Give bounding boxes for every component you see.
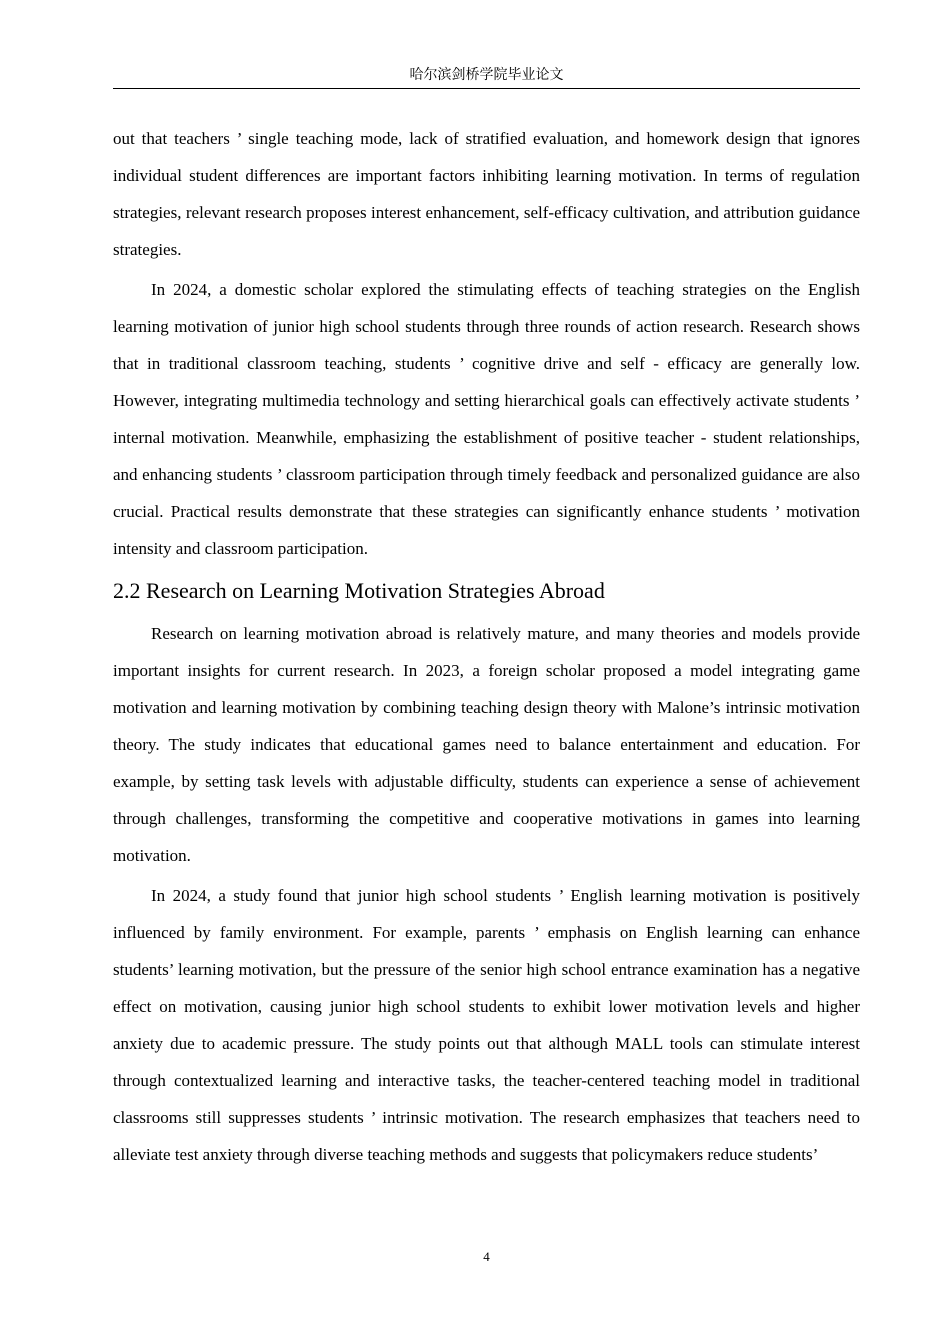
paragraph-domestic-study: In 2024, a domestic scholar explored the stimulating effects of teaching strategies on the English learning motivation of junior high school students through three rounds of action research. Research shows that in traditional classroom teaching, students ’ cognitive drive and self - efficacy are generally low. However, integrating multimedia technology and setting hierarchical goals can effectively activate students ’ internal motivation. Meanwhile, emphasizing the establishment of positive teacher - student relationships, and enhancing students ’ classroom participation through timely feedback and personalized guidance are also crucial. Practical results demonstrate that these strategies can significantly enhance students ’ motivation intensity and classroom participation. xyxy=(113,280,860,558)
running-header: 哈尔滨剑桥学院毕业论文 xyxy=(409,67,564,83)
page-number: 4 xyxy=(483,1249,490,1264)
paragraph-family-environment: In 2024, a study found that junior high school students ’ English learning motivation is positively influenced by family environment. For example, parents ’ emphasis on English learning can enhance students’ learning motivation, but the pressure of the senior high school entrance examination has a negative effect on motivation, causing junior high school students to exhibit lower motivation levels and higher anxiety due to academic pressure. The study points out that although MALL tools can stimulate interest through contextualized learning and interactive tasks, the teacher-centered teaching model in traditional classrooms still suppresses students ’ intrinsic motivation. The research emphasizes that teachers need to alleviate test anxiety through diverse teaching methods and suggests that policymakers reduce students’ xyxy=(113,886,860,1164)
header-rule xyxy=(113,88,860,89)
paragraph-continuation: out that teachers ’ single teaching mode, lack of stratified evaluation, and homework design that ignores individual student differences are important factors inhibiting learning motivation. In terms of regulation strategies, relevant research proposes interest enhancement, self-efficacy cultivation, and attribution guidance strategies. xyxy=(113,129,860,259)
page-body xyxy=(113,120,860,1173)
paragraph-abroad-research: Research on learning motivation abroad is relatively mature, and many theories and models provide important insights for current research. In 2023, a foreign scholar proposed a model integrating game motivation and learning motivation by combining teaching design theory with Malone’s intrinsic motivation theory. The study indicates that educational games need to balance entertainment and education. For example, by setting task levels with adjustable difficulty, students can experience a sense of achievement through challenges, transforming the competitive and cooperative motivations in games into learning motivation. xyxy=(113,624,860,865)
section-heading: 2.2 Research on Learning Motivation Strategies Abroad xyxy=(113,578,605,603)
